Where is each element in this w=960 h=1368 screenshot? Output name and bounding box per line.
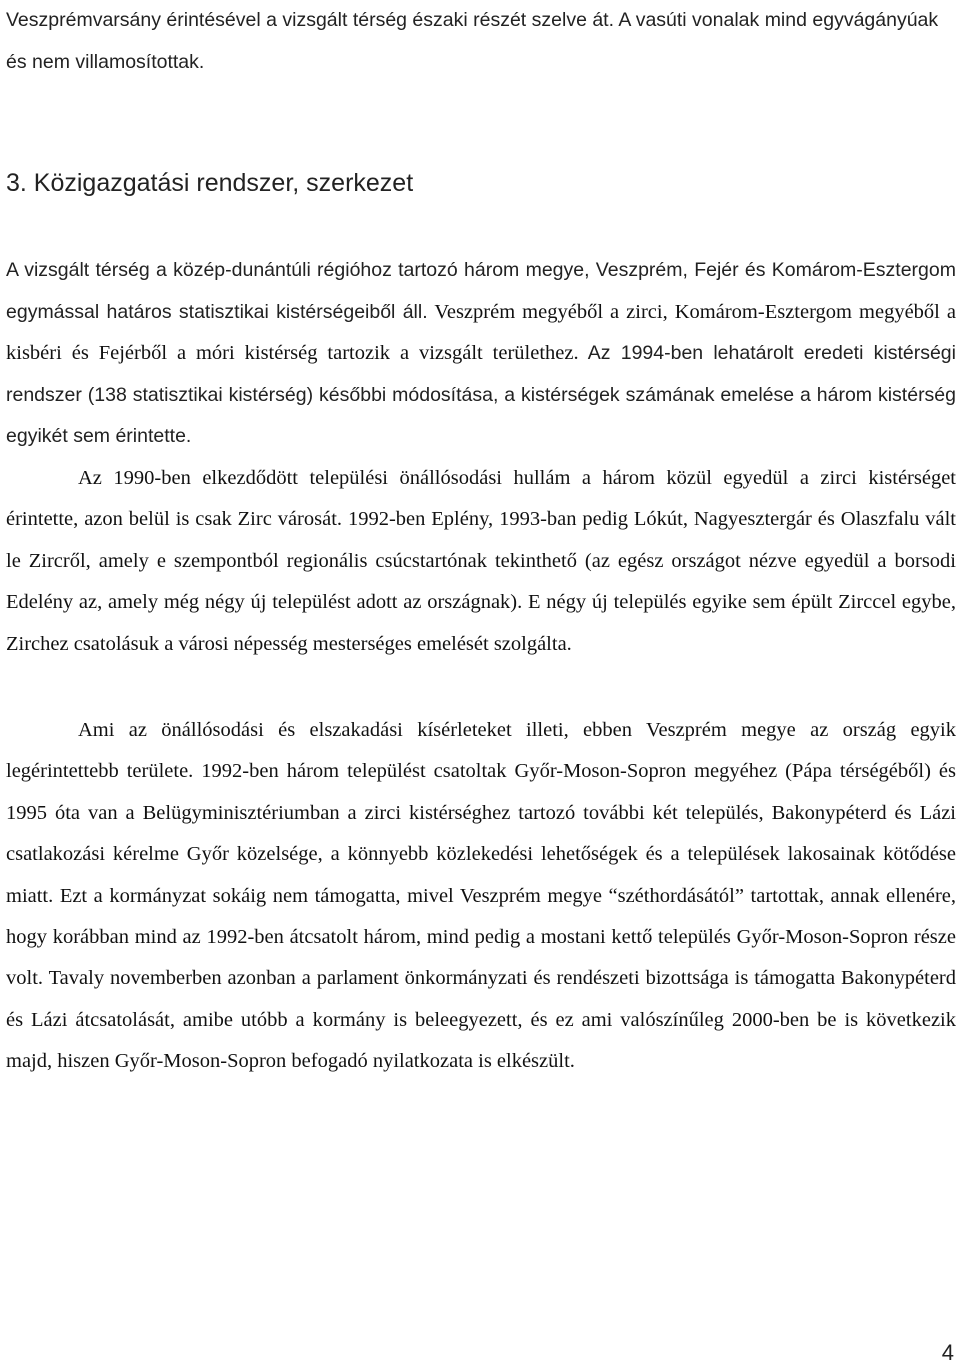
paragraph-3-part-3: Ezt a kormányzat sokáig nem támogatta, mivel Veszprém megye “széthordásától” tartottak, annak ellenére, hogy korábban mind az 1992-ben átcsatolt három, mind pedig a mostani kettő település Győr-Moson-Sopron része volt. Tavaly novemberben azonban a parlament önkormányzati és rendészeti bizottsága is támogatta Bakonypéterd és Lázi átcsatolását, amibe utóbb a kormány is beleegyezett, és ez ami valószínűleg 2000-ben be is következik majd, hiszen Győr-Moson-Sopron befogadó nyilatkozata is elkészült. xyxy=(6,884,956,1073)
paragraph-2-part-2: 1992-ben Eplény, 1993-ban pedig Lókút, Nagyesztergár és Olaszfalu vált le Zircről, amely e szempontból regionális csúcstartónak tekinthető (az egész országot nézve egyedül a borsodi Edelény az, amely még négy új települést adott az országnak). xyxy=(6,508,956,614)
paragraph-3-body xyxy=(6,710,956,1083)
paragraph-1-part-3: Az 1994-ben lehatárolt eredeti kistérségi rendszer (138 statisztikai kistérség) későbbi módosítása, a kistérségek számának emelése a három kistérség egyikét sem érintette. xyxy=(6,342,956,448)
paragraph-1 xyxy=(6,250,956,458)
intro-text: Veszprémvarsány érintésével a vizsgált térség északi részét szelve át. A vasúti vonalak mind egyvágányúak és nem villamosítottak. xyxy=(6,9,939,73)
section-heading: 3. Közigazgatási rendszer, szerkezet xyxy=(6,169,414,197)
intro-paragraph xyxy=(6,0,956,83)
paragraph-1-part-2: Veszprém megyéből a zirci, Komárom-Esztergom megyéből a kisbéri és Fejérből a móri kistérség tartozik a vizsgált területhez. xyxy=(6,300,957,365)
paragraph-3-part-1: Ami az önállósodási és elszakadási kísérleteket illeti, ebben Veszprém megye az ország egyik legérintettebb területe. xyxy=(6,719,956,783)
paragraph-3 xyxy=(6,710,956,1083)
paragraph-2-part-3: E négy új település egyike sem épült Zirccel egybe, Zirchez csatolásuk a városi népesség mesterséges emelését szolgálta. xyxy=(6,591,956,655)
paragraph-2 xyxy=(6,458,956,665)
page-number: 4 xyxy=(941,1340,954,1365)
paragraph-1-part-1: A vizsgált térség a közép-dunántúli régióhoz tartozó három megye, Veszprém, Fejér és Komárom-Esztergom egymással határos statisztikai kistérségeiből áll. xyxy=(6,259,956,323)
paragraph-2-part-1: Az 1990-ben elkezdődött települési önállósodási hullám a három közül egyedül a zirci kistérséget érintette, azon belül is csak Zirc városát. xyxy=(6,467,956,531)
paragraph-3-part-2: 1992-ben három települést csatoltak Győr-Moson-Sopron megyéhez (Pápa térségéből) és 1995 óta van a Belügyminisztériumban a zirci kistérséghez tartozó további két település, Bakonypéterd és Lázi csatlakozási kérelme Győr közelsége, a könnyebb közlekedési lehetőségek és a települések lakosainak kötődése miatt. xyxy=(6,760,956,907)
paragraph-2-body xyxy=(6,458,956,665)
